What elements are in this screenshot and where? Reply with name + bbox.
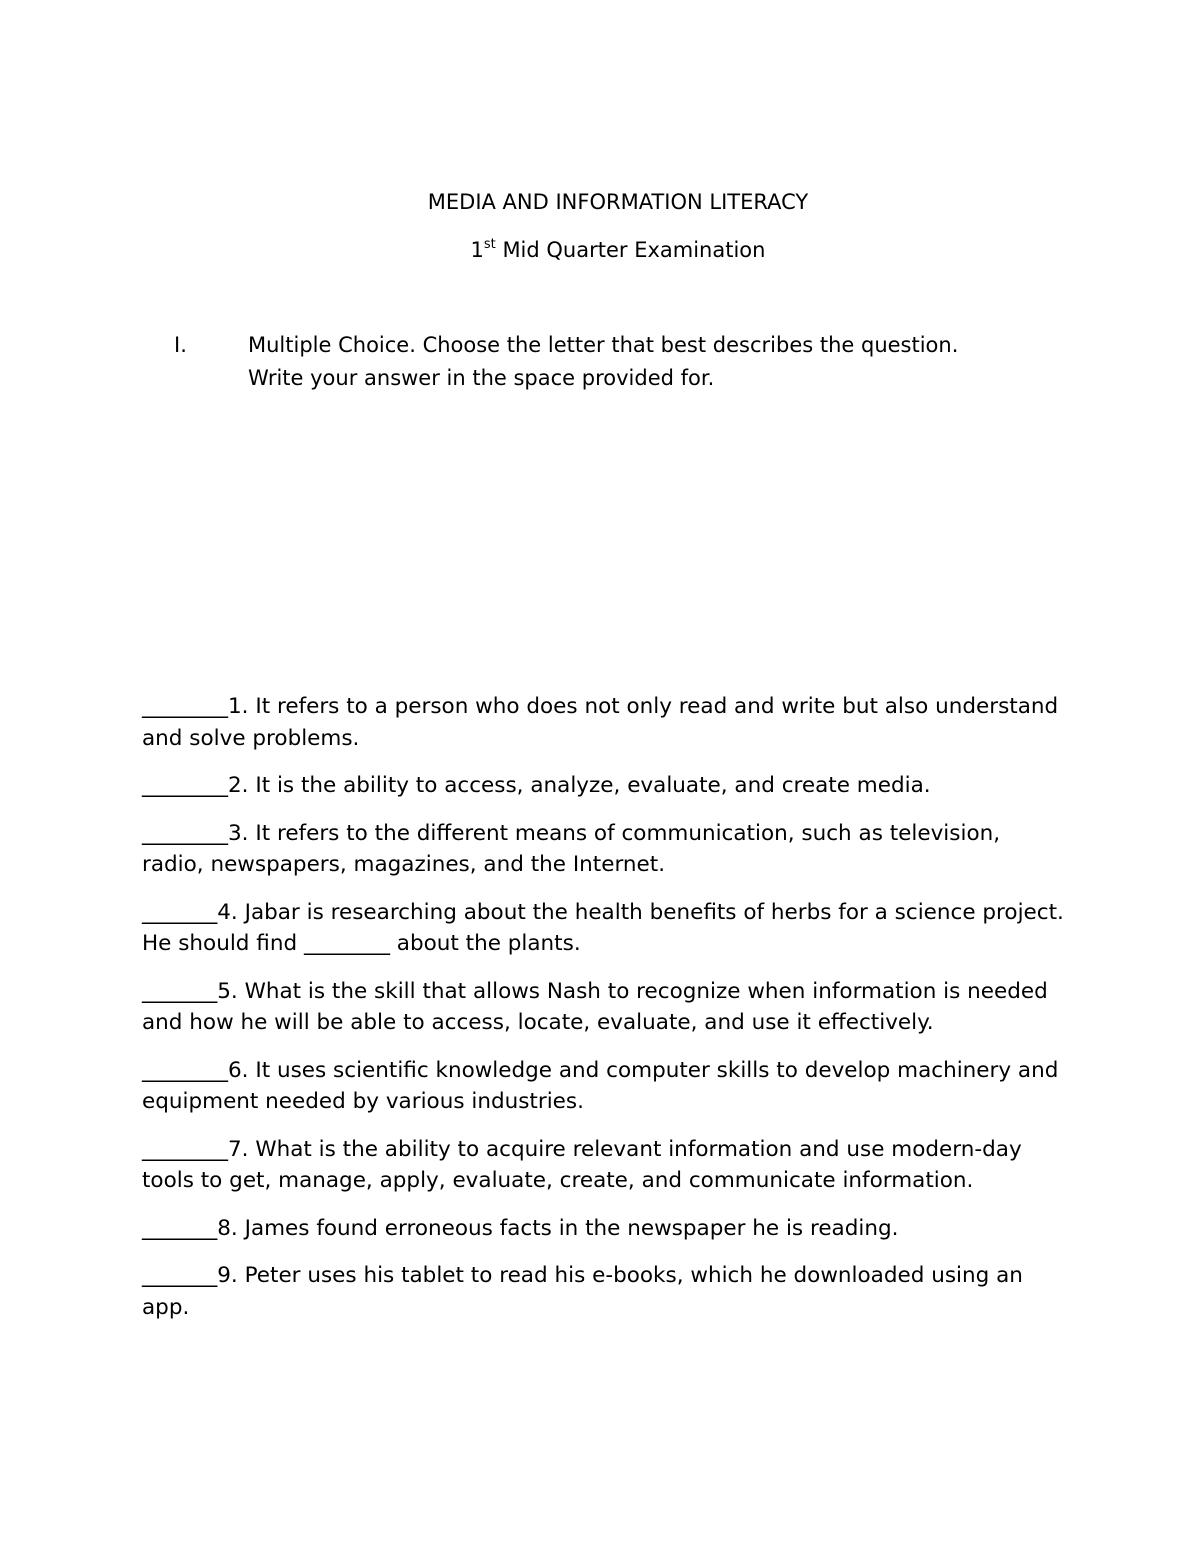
question-7: ________7. What is the ability to acquire relevant information and use modern-day tools to get, manage, apply, evaluate, create, and communicate information. xyxy=(142,1136,1022,1193)
question-6: ________6. It uses scientific knowledge and computer skills to develop machinery and equipment needed by various industries. xyxy=(142,1057,1059,1114)
section-instructions xyxy=(248,329,1088,395)
document-title: MEDIA AND INFORMATION LITERACY xyxy=(427,190,809,214)
document-subtitle xyxy=(0,236,1200,264)
question-8: _______8. James found erroneous facts in the newspaper he is reading. xyxy=(142,1215,899,1241)
instruction-line-2: Write your answer in the space provided for. xyxy=(248,366,715,390)
question-5: _______5. What is the skill that allows Nash to recognize when information is needed and how he will be able to access, locate, evaluate, and use it effectively. xyxy=(142,978,1048,1035)
section-number: I. xyxy=(174,333,187,357)
question-1: ________1. It refers to a person who does not only read and write but also understand and solve problems. xyxy=(142,694,1059,751)
question-9: _______9. Peter uses his tablet to read his e-books, which he downloaded using an app. xyxy=(142,1263,1023,1320)
subtitle-ordinal-number: 1 xyxy=(470,238,484,262)
subtitle-ordinal-suffix: st xyxy=(483,237,496,252)
instruction-line-1: Multiple Choice. Choose the letter that best describes the question. xyxy=(248,333,959,357)
question-3: ________3. It refers to the different means of communication, such as television, radio, newspapers, magazines, and the Internet. xyxy=(142,820,1001,877)
subtitle-text: Mid Quarter Examination xyxy=(495,238,766,262)
question-2: ________2. It is the ability to access, analyze, evaluate, and create media. xyxy=(142,773,931,798)
question-4: _______4. Jabar is researching about the health benefits of herbs for a science project. He should find ________ about the plants. xyxy=(142,899,1064,956)
question-list xyxy=(142,691,1067,1339)
